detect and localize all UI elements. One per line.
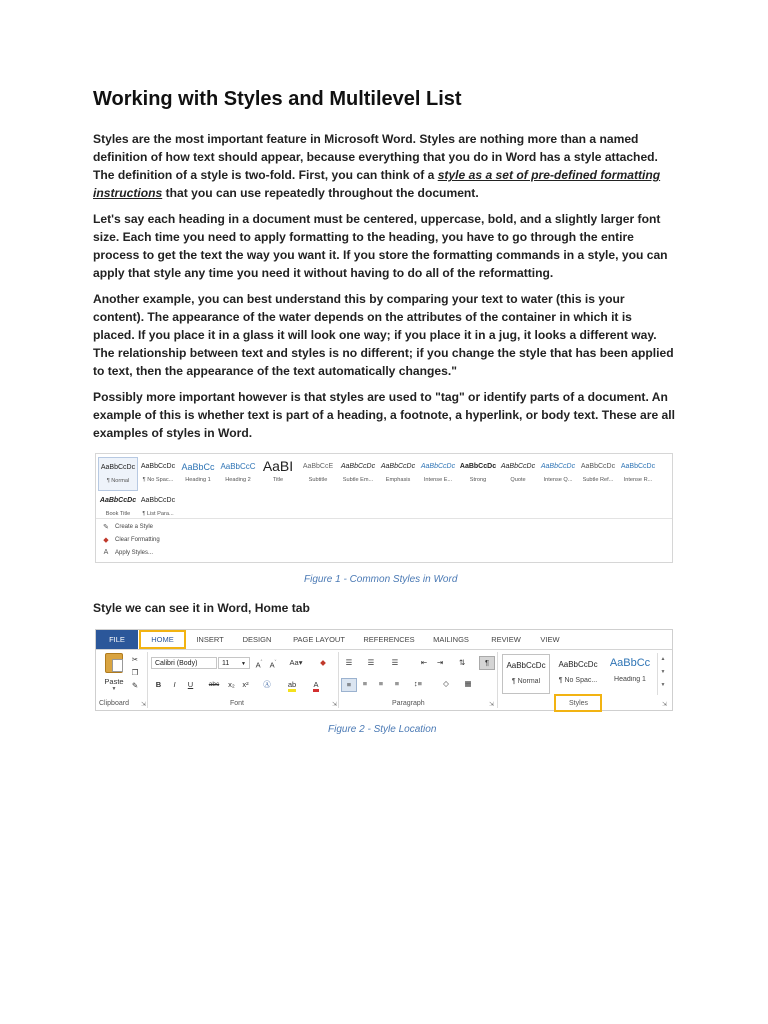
style-name: Heading 2	[225, 477, 251, 483]
style-gallery-item[interactable]	[138, 457, 178, 491]
chevron-down-icon: ▼	[111, 686, 117, 692]
style-name: ¶ Normal	[106, 478, 130, 484]
shading-icon[interactable]: ◇	[443, 679, 449, 688]
group-label-paragraph: Paragraph	[392, 700, 425, 707]
tab-insert[interactable]: INSERT	[196, 635, 224, 644]
style-name: ¶ No Spac...	[558, 677, 598, 684]
styles-gallery-figure	[95, 453, 673, 563]
style-sample: AaBbCcDc	[100, 464, 136, 471]
increase-indent-icon[interactable]: ⇥	[436, 658, 444, 667]
numbering-icon[interactable]: ☰	[367, 658, 375, 667]
group-label-styles: Styles	[569, 700, 589, 707]
paste-label: Paste	[104, 677, 124, 686]
apply-styles-icon: A	[103, 549, 109, 556]
line-spacing-icon[interactable]: ↕≡	[413, 679, 423, 688]
paragraph-1	[93, 130, 675, 202]
style-gallery-item[interactable]	[98, 457, 138, 491]
create-style-label: Create a Style	[115, 523, 154, 530]
group-divider	[147, 652, 148, 708]
subheading: Style we can see it in Word, Home tab	[93, 601, 310, 615]
style-normal[interactable]	[502, 654, 550, 694]
apply-styles-label: Apply Styles...	[115, 549, 154, 556]
bullets-icon[interactable]: ☰	[345, 658, 353, 667]
style-gallery-item[interactable]	[578, 457, 618, 491]
font-size-value: 11	[222, 660, 230, 667]
word-ribbon-figure	[95, 629, 673, 711]
create-style-command[interactable]	[101, 520, 153, 533]
style-sample: AaBbCcE	[302, 463, 334, 470]
style-name: Title	[272, 477, 284, 483]
group-divider	[497, 652, 498, 708]
style-sample: AaBI	[262, 458, 294, 474]
group-label-clipboard: Clipboard	[99, 700, 129, 707]
multilevel-list-icon[interactable]: ☰	[391, 658, 399, 667]
style-no-spacing[interactable]	[554, 654, 602, 694]
style-sample: AaBbCcDc	[500, 463, 536, 470]
tab-design[interactable]: DESIGN	[242, 635, 272, 644]
sort-icon[interactable]: ⇅	[458, 658, 466, 667]
style-sample: AaBbCcDc	[558, 660, 598, 669]
style-name: Emphasis	[385, 477, 411, 483]
styles-highlight-box	[554, 694, 602, 712]
clear-formatting-command[interactable]	[101, 533, 160, 546]
style-sample: AaBbCcDc	[506, 661, 546, 670]
style-name: Intense E...	[423, 477, 453, 483]
clear-formatting-icon[interactable]: ◆	[320, 658, 326, 667]
text-effects-icon[interactable]: Ⓐ	[263, 680, 271, 689]
decrease-indent-icon[interactable]: ⇤	[420, 658, 428, 667]
font-size-dropdown[interactable]	[218, 657, 250, 669]
ribbon-tab-bar	[96, 630, 672, 650]
paragraph-2: Let's say each heading in a document must be centered, uppercase, bold, and a slightly larger font size. Each time you need to apply formatting to the heading, you have to go through the entire process to get the text the way you want it. If you store the formatting commands in a style, you can apply that style any time you need it without having to do all of the reformatting.	[93, 212, 668, 280]
style-sample: AaBbCcDc	[140, 497, 176, 504]
style-gallery-item[interactable]	[378, 457, 418, 491]
borders-icon[interactable]: ▦	[464, 679, 472, 688]
style-gallery-item[interactable]	[458, 457, 498, 491]
group-divider	[338, 652, 339, 708]
style-name: Strong	[469, 477, 487, 483]
style-gallery-item[interactable]	[498, 457, 538, 491]
create-style-icon: ✎	[103, 523, 109, 531]
style-name: Book Title	[105, 511, 131, 517]
clipboard-icon	[105, 653, 123, 673]
more-styles-icon: ▼	[660, 682, 666, 688]
paragraph-1-text: Styles are the most important feature in Microsoft Word. Styles are nothing more than a named definition of how text should appear, because everything that you do in Word has a style attached. The definition of a style is two-fold. First, you can think of a	[93, 132, 658, 182]
subscript-button[interactable]: x₂	[228, 680, 235, 689]
style-gallery-item[interactable]	[218, 457, 258, 491]
copy-icon[interactable]: ❐	[131, 668, 139, 677]
definition-emphasis: style as a set of pre-defined formatting instructions	[93, 168, 661, 200]
tab-references[interactable]: REFERENCES	[363, 635, 415, 644]
font-launcher-icon[interactable]: ⇲	[332, 702, 338, 708]
style-heading-1[interactable]	[606, 654, 654, 694]
chevron-down-icon: ▼	[241, 661, 246, 667]
gallery-divider	[96, 518, 672, 519]
paste-button[interactable]	[102, 652, 126, 696]
tab-view[interactable]: VIEW	[540, 635, 560, 644]
style-name: Intense R...	[623, 477, 653, 483]
underline-button[interactable]: U	[187, 680, 194, 689]
eraser-icon: ◆	[103, 536, 109, 544]
style-sample: AaBbCcDc	[380, 463, 416, 470]
tab-mailings[interactable]: MAILINGS	[433, 635, 469, 644]
style-sample: AaBbCcDc	[580, 463, 616, 470]
format-painter-icon[interactable]: ✎	[131, 681, 139, 690]
style-name: ¶ Normal	[511, 678, 541, 685]
paragraph-4: Possibly more important however is that styles are used to "tag" or identify parts of a document. An example of this is whether text is part of a heading, a footnote, a hyperlink, or body text. These are all examples of styles in Word.	[93, 390, 675, 440]
change-case-button[interactable]: Aa▾	[289, 658, 303, 667]
tab-review[interactable]: REVIEW	[491, 635, 521, 644]
paragraph-1-end: that you can use repeatedly throughout the document.	[162, 186, 479, 200]
style-sample: AaBbCcDc	[99, 497, 137, 504]
font-color-icon[interactable]: A	[310, 679, 322, 691]
cut-icon[interactable]: ✂	[131, 655, 139, 664]
style-name: Quote	[510, 477, 526, 483]
style-sample: AaBbCc	[609, 657, 651, 669]
tab-page-layout[interactable]: PAGE LAYOUT	[293, 635, 345, 644]
figure-1-caption: Figure 1 - Common Styles in Word	[304, 574, 458, 585]
style-gallery-item[interactable]	[178, 457, 218, 491]
align-right-icon[interactable]: ≡	[378, 679, 384, 688]
grow-font-icon[interactable]: $A^ˆ$	[255, 660, 263, 670]
tab-home[interactable]: HOME	[139, 630, 186, 649]
scroll-up-icon: ▲	[660, 656, 666, 662]
style-name: Heading 1	[185, 477, 211, 483]
figure-2-caption: Figure 2 - Style Location	[328, 724, 437, 735]
style-sample: AaBbCcDc	[420, 463, 456, 470]
style-name: Subtitle	[308, 477, 328, 483]
style-name: ¶ No Spac...	[142, 477, 174, 483]
styles-launcher-icon[interactable]: ⇲	[662, 702, 668, 708]
scroll-down-icon: ▼	[660, 669, 666, 675]
tab-file[interactable]: FILE	[96, 630, 138, 649]
align-left-icon[interactable]: ≡	[341, 678, 357, 692]
styles-gallery-row-1	[98, 457, 658, 491]
paragraph-launcher-icon[interactable]: ⇲	[489, 702, 495, 708]
show-formatting-marks-icon[interactable]: ¶	[479, 656, 495, 670]
style-gallery-item[interactable]	[338, 457, 378, 491]
shrink-font-icon[interactable]: $A^ˇ$	[269, 660, 277, 670]
apply-styles-command[interactable]	[101, 546, 153, 559]
style-sample: AaBbCc	[181, 462, 215, 472]
style-sample: AaBbCcDc	[340, 463, 376, 470]
clipboard-launcher-icon[interactable]: ⇲	[141, 702, 147, 708]
style-name: ¶ List Para...	[142, 511, 174, 517]
style-sample: AaBbCcDc	[540, 463, 576, 470]
font-name-value: Calibri (Body)	[155, 660, 198, 667]
bold-button[interactable]: B	[155, 680, 162, 689]
justify-icon[interactable]: ≡	[394, 679, 400, 688]
highlight-icon[interactable]: ab	[285, 679, 299, 691]
styles-scrollbar[interactable]	[657, 653, 668, 695]
italic-button[interactable]: I	[173, 680, 176, 689]
style-gallery-item[interactable]	[298, 457, 338, 491]
style-gallery-item[interactable]	[618, 457, 658, 491]
style-sample: AaBbCcC	[220, 462, 256, 471]
change-case-label: Aa	[289, 658, 299, 667]
style-name: Subtle Ref...	[582, 477, 614, 483]
style-gallery-item[interactable]	[538, 457, 578, 491]
style-name: Intense Q...	[543, 477, 573, 483]
style-name: Subtle Em...	[342, 477, 374, 483]
style-sample: AaBbCcDc	[140, 463, 176, 470]
style-gallery-item[interactable]	[418, 457, 458, 491]
strikethrough-button[interactable]: abc	[208, 681, 220, 688]
style-gallery-item[interactable]	[258, 457, 298, 491]
font-name-dropdown[interactable]	[151, 657, 217, 669]
clear-formatting-label: Clear Formatting	[115, 536, 160, 543]
style-sample: AaBbCcDc	[620, 463, 656, 470]
center-icon[interactable]: ≡	[362, 679, 368, 688]
paragraph-3: Another example, you can best understand this by comparing your text to water (this is your content). The appearance of the water depends on the attributes of the container in which it is placed. If you place it in a glass it will look one way; if you place it in a jug, it looks a different way. The relationship between text and styles is no different; if you change the style that has been applied to text, then the appearance of the text automatically changes."	[93, 292, 674, 378]
style-name: Heading 1	[614, 676, 646, 683]
superscript-button[interactable]: x²	[242, 680, 249, 689]
document-title: Working with Styles and Multilevel List	[93, 88, 462, 110]
style-sample: AaBbCcDc	[459, 463, 497, 470]
group-label-font: Font	[230, 700, 245, 707]
